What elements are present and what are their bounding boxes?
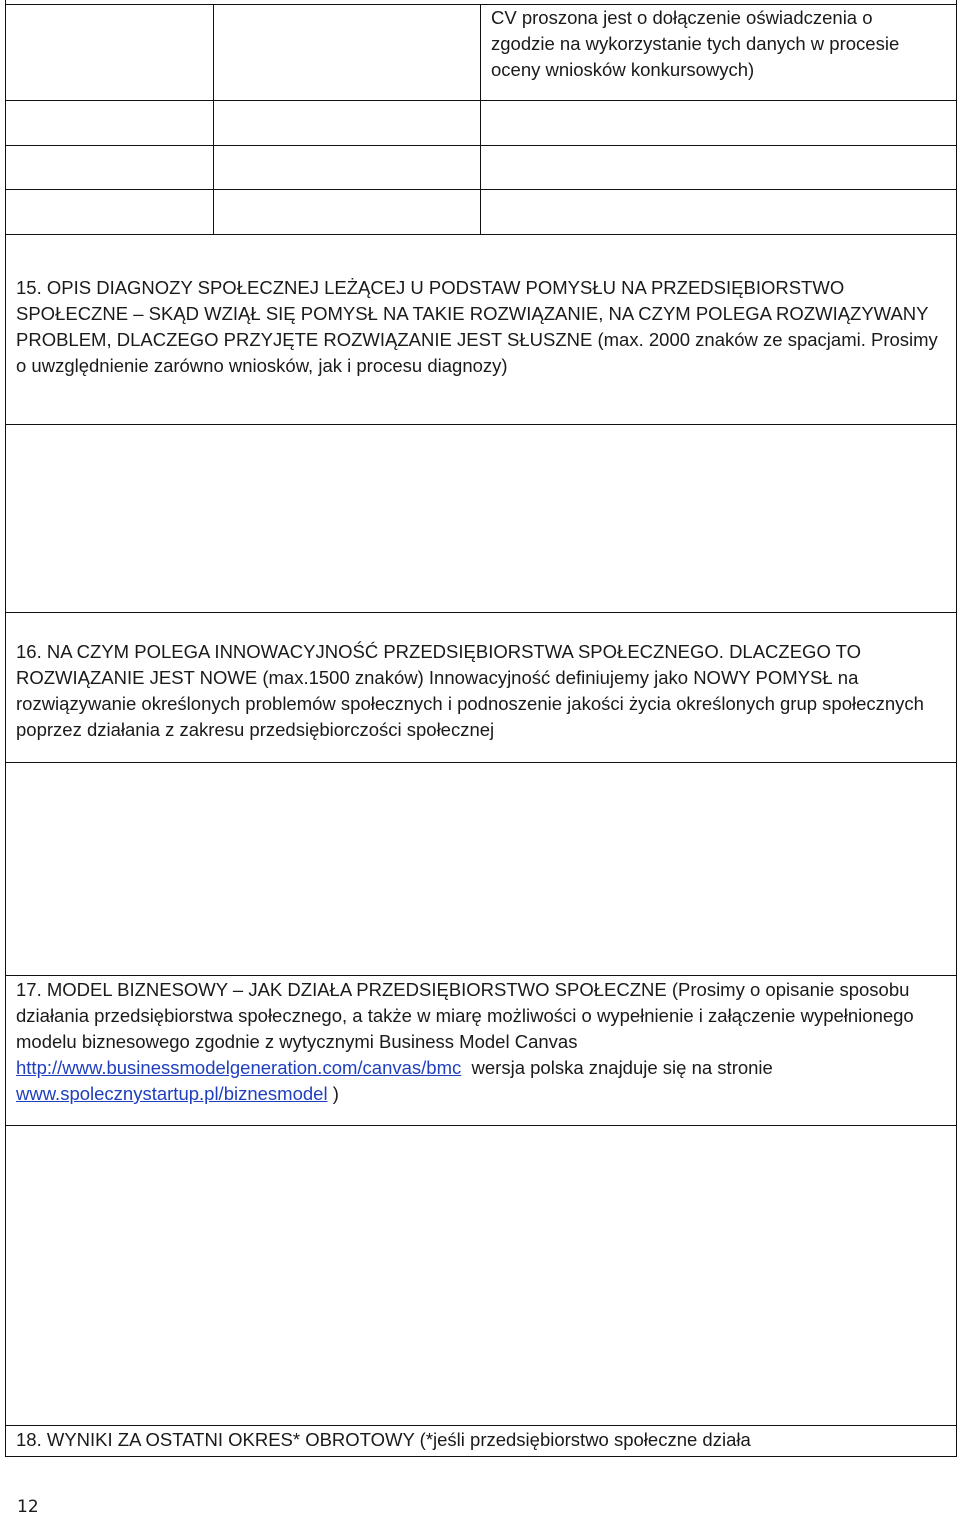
section-16-answer-field[interactable] xyxy=(7,764,955,974)
top-table-row-divider-1 xyxy=(5,100,957,101)
section-15-answer-field[interactable] xyxy=(7,426,955,611)
section-17-bottom-border xyxy=(5,1425,957,1426)
section-17-title: 17. MODEL BIZNESOWY – JAK DZIAŁA PRZEDSIĘBIORSTWO SPOŁECZNE xyxy=(16,979,667,1000)
section-16-header-divider xyxy=(5,762,957,763)
section-17-answer-field[interactable] xyxy=(7,1127,955,1424)
top-table-cell-r2c1[interactable] xyxy=(7,102,211,144)
bmc-link[interactable]: http://www.businessmodelgeneration.com/canvas/bmc xyxy=(16,1057,462,1078)
biznesmodel-link[interactable]: www.spolecznystartup.pl/biznesmodel xyxy=(16,1083,328,1104)
top-table-cell-r3c3[interactable] xyxy=(482,147,955,188)
section-15-header xyxy=(16,275,946,379)
section-16-bottom-border xyxy=(5,975,957,976)
section-18-header xyxy=(16,1427,946,1453)
top-table-cell-r4c3[interactable] xyxy=(482,191,955,234)
section-15-note: (max. 2000 znaków ze spacjami. Prosimy o uwzględnienie zarówno wniosków, jak i procesu diagnozy) xyxy=(16,329,938,376)
section-17-header xyxy=(16,977,946,1107)
section-15-header-divider xyxy=(5,424,957,425)
section-18-bottom-border xyxy=(5,1456,957,1457)
top-table-row-divider-3 xyxy=(5,189,957,190)
top-table-cell-r4c2[interactable] xyxy=(215,191,478,234)
top-table-cell-r4c1[interactable] xyxy=(7,191,211,234)
section-17-note-mid: wersja polska znajduje się na stronie xyxy=(471,1057,773,1078)
cv-consent-note: CV proszona jest o dołączenie oświadczenia o zgodzie na wykorzystanie tych danych w procesie oceny wniosków konkursowych) xyxy=(491,7,900,80)
top-table-row-divider-2 xyxy=(5,145,957,146)
page-number: 12 xyxy=(17,1497,39,1517)
section-16-title: 16. NA CZYM POLEGA INNOWACYJNOŚĆ PRZEDSIĘBIORSTWA SPOŁECZNEGO. DLACZEGO TO ROZWIĄZANIE JEST NOWE xyxy=(16,641,862,688)
section-15-top-border xyxy=(5,234,957,235)
section-16-header xyxy=(16,639,946,743)
top-table-cell-r3c2[interactable] xyxy=(215,147,478,188)
section-15-bottom-border xyxy=(5,612,957,613)
top-table-cell-r2c2[interactable] xyxy=(215,102,478,144)
section-17-note-pre: (Prosimy o opisanie sposobu działania przedsiębiorstwa społecznego, a także w miarę możliwości o wypełnienie i załączenie wypełnionego modelu biznesowego zgodnie z wytycznymi Business Model Canvas xyxy=(16,979,914,1052)
section-17-note-post: ) xyxy=(332,1083,339,1104)
top-table-cell-r3c1[interactable] xyxy=(7,147,211,188)
section-17-header-divider xyxy=(5,1125,957,1126)
section-16-note: (max.1500 znaków) Innowacyjność definiujemy jako NOWY POMYSŁ na rozwiązywanie określonych problemów społecznych i podnoszenie jakości życia określonych grup społecznych poprzez działania z zakresu przedsiębiorczości społecznej xyxy=(16,667,924,740)
top-table-col-divider-2 xyxy=(480,4,481,235)
top-table-col-divider-1 xyxy=(213,4,214,235)
section-18-note: (*jeśli przedsiębiorstwo społeczne działa xyxy=(419,1429,751,1450)
section-18-title: 18. WYNIKI ZA OSTATNI OKRES* OBROTOWY xyxy=(16,1429,415,1450)
section-15-title: 15. OPIS DIAGNOZY SPOŁECZNEJ LEŻĄCEJ U PODSTAW POMYSŁU NA PRZEDSIĘBIORSTWO SPOŁECZNE – SKĄD WZIĄŁ SIĘ POMYSŁ NA TAKIE ROZWIĄZANIE, NA CZYM POLEGA ROZWIĄZYWANY PROBLEM, DLACZEGO PRZYJĘTE ROZWIĄZANIE JEST SŁUSZNE xyxy=(16,277,929,350)
top-table-cell-r2c3[interactable] xyxy=(482,102,955,144)
